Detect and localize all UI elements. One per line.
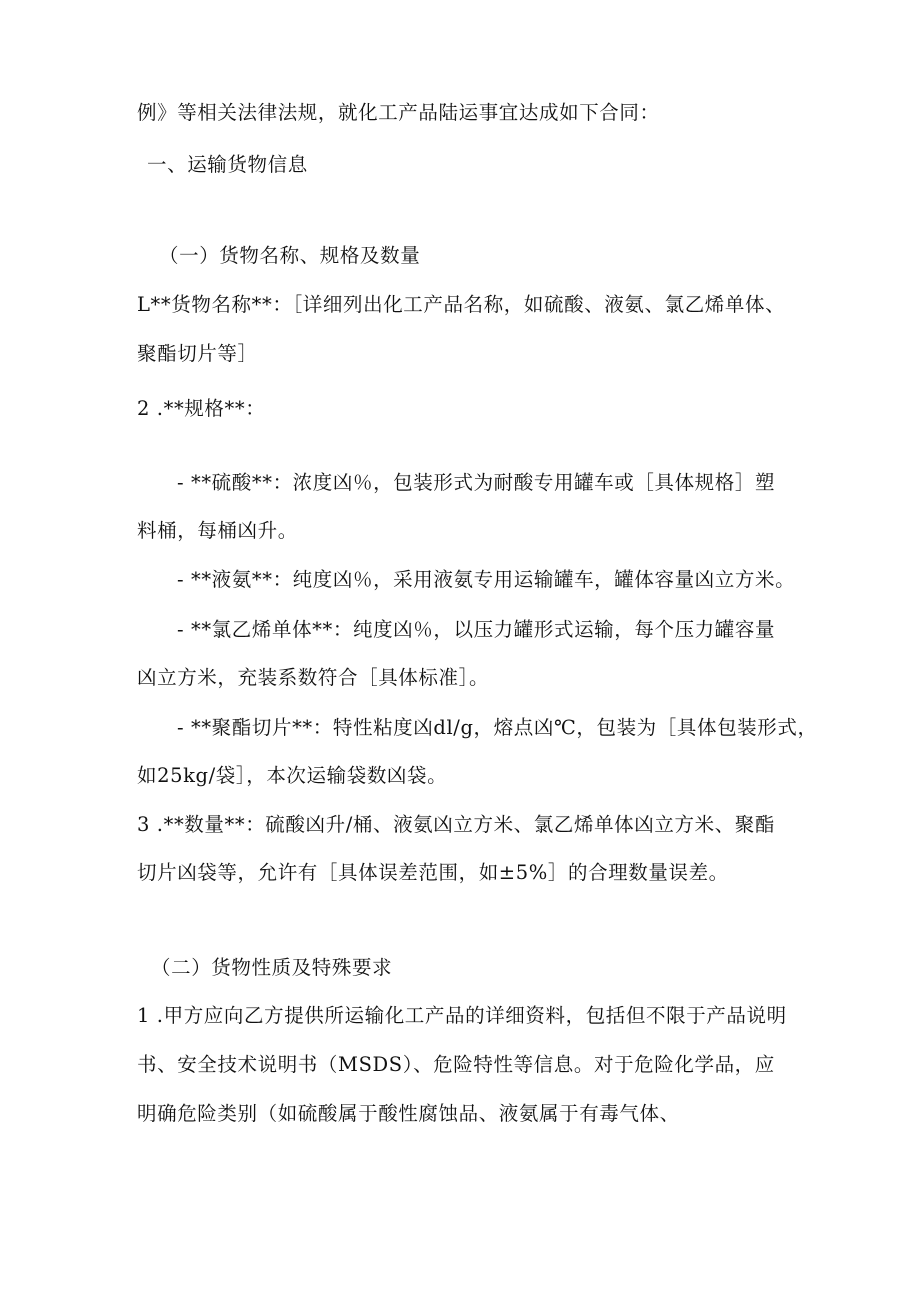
text-line-intro: 例》等相关法律法规，就化工产品陆运事宜达成如下合同： — [137, 101, 660, 124]
section-heading-cargo-info: 一、运输货物信息 — [147, 153, 308, 176]
text-line-spec-heading: 2 .**规格**： — [137, 397, 266, 420]
text-line-quantity: 3 .**数量**：硫酸凶升/桶、液氨凶立方米、氯乙烯单体凶立方米、聚酯 — [137, 813, 775, 836]
text-line-cargo-name-cont: 聚酯切片等］ — [137, 342, 258, 365]
text-line-sulfuric-acid-cont: 料桶，每桶凶升。 — [137, 519, 298, 542]
text-line-quantity-cont: 切片凶袋等，允许有［具体误差范围，如±5%］的合理数量误差。 — [137, 861, 729, 884]
text-line-liquid-ammonia: - **液氨**：纯度凶％，采用液氨专用运输罐车，罐体容量凶立方米。 — [177, 568, 796, 591]
subsection-heading-properties: （二）货物性质及特殊要求 — [151, 956, 393, 979]
text-line-properties-3: 明确危险类别（如硫酸属于酸性腐蚀品、液氨属于有毒气体、 — [137, 1102, 680, 1125]
text-line-properties-1: 1 .甲方应向乙方提供所运输化工产品的详细资料，包括但不限于产品说明 — [137, 1004, 787, 1027]
text-line-polyester-chips-cont: 如25kg/袋］，本次运输袋数凶袋。 — [137, 764, 448, 787]
text-line-polyester-chips: - **聚酯切片**：特性粘度凶dl/g，熔点凶℃，包装为［具体包装形式， — [177, 716, 818, 739]
text-line-vinyl-chloride-cont: 凶立方米，充装系数符合［具体标准］。 — [137, 666, 490, 689]
text-line-cargo-name: L**货物名称**：［详细列出化工产品名称，如硫酸、液氨、氯乙烯单体、 — [137, 293, 786, 316]
text-line-sulfuric-acid: - **硫酸**：浓度凶％，包装形式为耐酸专用罐车或［具体规格］塑 — [177, 471, 776, 494]
text-line-vinyl-chloride: - **氯乙烯单体**：纯度凶％，以压力罐形式运输，每个压力罐容量 — [177, 618, 776, 641]
text-line-properties-2: 书、安全技术说明书（MSDS）、危险特性等信息。对于危险化学品，应 — [137, 1053, 775, 1076]
subsection-heading-name-spec: （一）货物名称、规格及数量 — [159, 244, 421, 267]
